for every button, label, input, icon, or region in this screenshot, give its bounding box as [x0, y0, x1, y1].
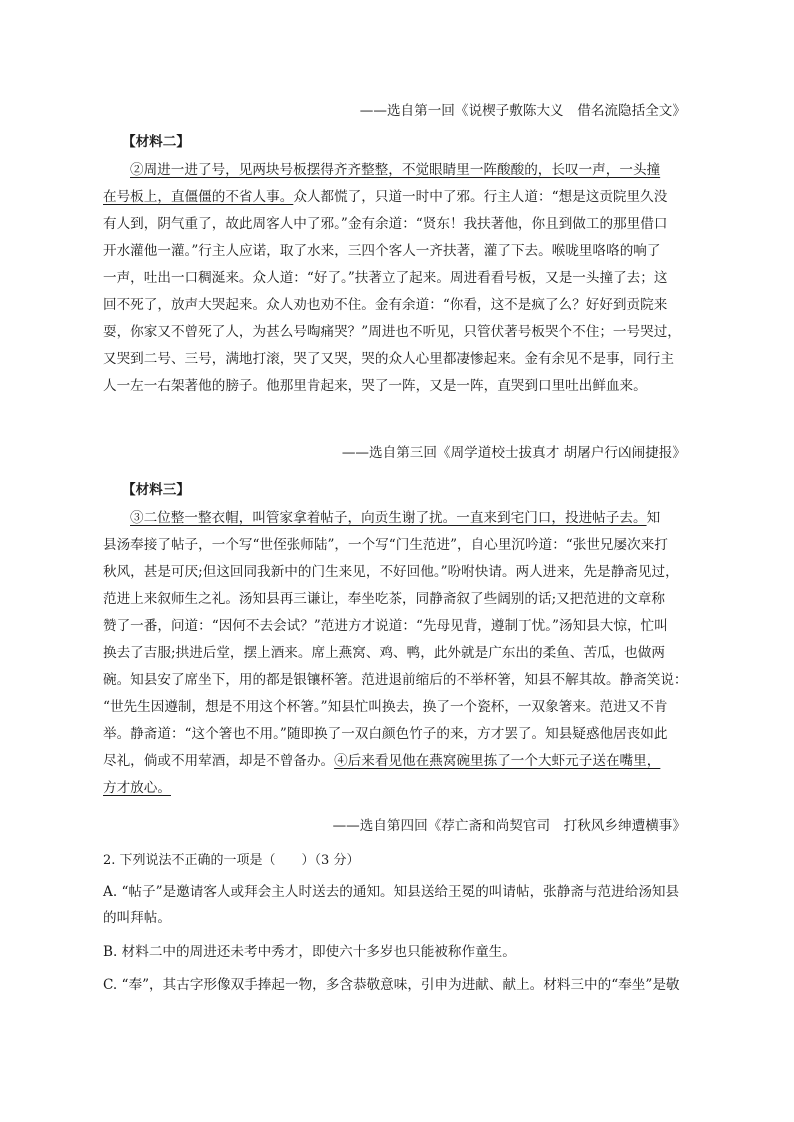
paragraph-line: 耍，你家又不曾死了人，为甚么号啕痛哭？”周进也不听见，只管伏著号板哭个不住；一号哭过，	[103, 324, 681, 340]
paragraph-line: 尽礼，倘或不用荤酒，却是不曾备办。④后来看见他在燕窝碗里拣了一个大虾元子送在嘴里，	[103, 753, 661, 769]
paragraph-line: 秋风，甚是可厌;但这回同我新中的门生来见，不好回他。”吩咐快请。两人进来，先是静斋见过，	[103, 564, 679, 580]
paragraph-line: 开水灌他一灌。”行主人应诺，取了水来，三四个客人一齐扶著，灌了下去。喉咙里咯咯的响了	[103, 243, 661, 259]
paragraph-line: 举。静斋道：“这个箸也不用。”随即换了一双白颜色竹子的来，方才罢了。知县疑惑他居丧如此	[103, 726, 668, 742]
paragraph-line: “世先生因遵制，想是不用这个杯箸。”知县忙叫换去，换了一个瓷杯，一双象箸来。范进又不肯	[103, 699, 668, 715]
paragraph-line: 县汤奉接了帖子，一个写“世侄张师陆”，一个写“门生范进”，自心里沉吟道：“张世兄屡次来打	[103, 537, 668, 553]
underlined-sentence: ③二位整一整衣帽，叫管家拿着帖子，向贡生谢了扰。一直来到宅门口，投进帖子去。	[130, 510, 647, 526]
material-2-heading: 【材料二】	[122, 134, 190, 150]
paragraph-line: 有人到，阴气重了，故此周客人中了邪。”金有余道：“贤东！我扶著他，你且到做工的那里借口	[103, 216, 668, 232]
source-citation-2: ——选自第三回《周学道校士拔真才 胡屠户行凶闹捷报》	[341, 445, 686, 461]
source-citation-3: ——选自第四回《荐亡斋和尚契官司 打秋风乡绅遭横事》	[332, 818, 686, 834]
underlined-sentence: 方才放心。	[103, 780, 171, 796]
option-a: A. “帖子”是邀请客人或拜会主人时送去的通知。知县送给王冕的叫请帖，张静斋与范进给汤知县	[103, 884, 680, 900]
paragraph-line: 一声，吐出一口稠涎来。众人道：“好了。”扶著立了起来。周进看看号板，又是一头撞了去；这	[103, 270, 668, 286]
question-2-stem: 2. 下列说法不正确的一项是（ ）（3 分）	[103, 853, 360, 868]
underlined-sentence: ④后来看见他在燕窝碗里拣了一个大虾元子送在嘴里，	[334, 753, 661, 769]
option-c: C. “奉”，其古字形像双手捧起一物，多含恭敬意味，引申为进献、献上。材料三中的“奉坐”是敬	[103, 977, 680, 993]
paragraph-line: 回不死了，放声大哭起来。众人劝也劝不住。金有余道：“你看，这不是疯了么？好好到贡院来	[103, 297, 668, 313]
underlined-sentence: 在号板上，直僵僵的不省人事。	[103, 189, 294, 205]
option-b: B. 材料二中的周进还未考中秀才，即使六十多岁也只能被称作童生。	[103, 944, 516, 960]
option-a-continued: 的叫拜帖。	[103, 910, 171, 926]
paragraph-line	[130, 160, 660, 180]
paragraph-line: 换去了吉服;拱进后堂，摆上酒来。席上燕窝、鸡、鸭，此外就是广东出的柔鱼、苦瓜，也做两	[103, 645, 665, 661]
material-3-heading: 【材料三】	[122, 482, 190, 498]
paragraph-line: 又哭到二号、三号，满地打滚，哭了又哭，哭的众人心里都凄惨起来。金有余见不是事，同行主	[103, 351, 674, 367]
paragraph-line: 人一左一右架著他的膀子。他那里肯起来，哭了一阵，又是一阵，直哭到口里吐出鲜血来。	[103, 378, 647, 394]
paragraph-line: 在号板上，直僵僵的不省人事。众人都慌了，只道一时中了邪。行主人道：“想是这贡院里久没	[103, 189, 668, 205]
paragraph-line: 范进上来叙师生之礼。汤知县再三谦让，奉坐吃茶，同静斋叙了些阔别的话;又把范进的文章称	[103, 591, 665, 607]
paragraph-line: 碗。知县安了席坐下，用的都是银镶杯箸。范进退前缩后的不举杯箸，知县不解其故。静斋笑说：	[103, 672, 688, 688]
paragraph-line	[103, 778, 171, 798]
underlined-sentence: ②周进一进了号，见两块号板摆得齐齐整整，不觉眼睛里一阵酸酸的，长叹一声，一头撞	[130, 162, 661, 178]
source-citation-1: ——选自第一回《说楔子敷陈大义 借名流隐括全文》	[359, 103, 686, 119]
paragraph-line: ③二位整一整衣帽，叫管家拿着帖子，向贡生谢了扰。一直来到宅门口，投进帖子去。知	[130, 510, 661, 526]
paragraph-line: 赞了一番，问道：“因何不去会试？”范进方才说道：“先母见背，遵制丁忧。”汤知县大惊，忙叫	[103, 618, 668, 634]
